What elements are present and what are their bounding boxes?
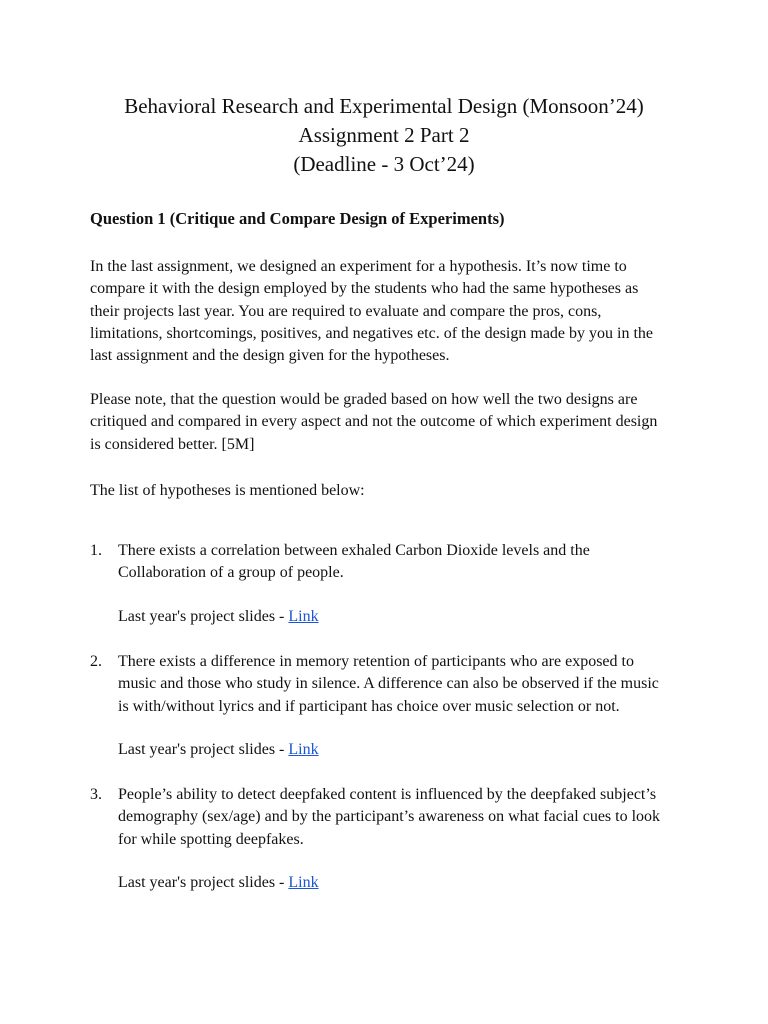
hypothesis-line: for while spotting deepfakes. [118, 830, 304, 848]
list-intro [90, 480, 680, 502]
slides-label: Last year's project slides - [118, 741, 289, 758]
course-title: Behavioral Research and Experimental Design (Monsoon’24) [124, 94, 644, 118]
hypothesis-text [118, 784, 688, 851]
hypothesis-line: is with/without lyrics and if participant has choice over music selection or not. [118, 697, 620, 715]
hypothesis-line: There exists a correlation between exhaled Carbon Dioxide levels and the [118, 542, 590, 559]
grading-note-paragraph [90, 389, 680, 456]
list-number: 1. [90, 542, 102, 559]
hypothesis-text [118, 651, 688, 718]
hypothesis-line: There exists a difference in memory retention of participants who are exposed to [118, 653, 634, 670]
slides-link[interactable]: Link [288, 608, 319, 625]
paragraph-line: is considered better. [5M] [90, 435, 255, 453]
hypothesis-line: music and those who study in silence. A difference can also be observed if the music [118, 675, 659, 693]
hypothesis-text [118, 540, 688, 585]
intro-paragraph [90, 256, 680, 367]
project-slides-line [118, 739, 319, 761]
slides-label: Last year's project slides - [118, 608, 289, 625]
hypothesis-line: demography (sex/age) and by the participant’s awareness on what facial cues to look [118, 808, 661, 826]
project-slides-line [118, 872, 319, 894]
slides-link[interactable]: Link [288, 741, 319, 758]
paragraph-line: last assignment and the design given for the hypotheses. [90, 347, 450, 365]
assignment-title: Assignment 2 Part 2 [298, 123, 470, 147]
slides-label: Last year's project slides - [118, 874, 289, 891]
hypothesis-line: People’s ability to detect deepfaked content is influenced by the deepfaked subject’s [118, 786, 657, 803]
hypothesis-line: Collaboration of a group of people. [118, 564, 344, 582]
paragraph-line: critiqued and compared in every aspect and not the outcome of which experiment design [90, 413, 658, 431]
paragraph-line: their projects last year. You are required to evaluate and compare the pros, cons, [90, 302, 602, 320]
paragraph-line: The list of hypotheses is mentioned below: [90, 482, 365, 499]
document-title-block [0, 92, 768, 179]
slides-link[interactable]: Link [288, 874, 319, 891]
paragraph-line: Please note, that the question would be graded based on how well the two designs are [90, 391, 638, 408]
paragraph-line: limitations, shortcomings, positives, and negatives etc. of the design made by you in the [90, 324, 654, 342]
project-slides-line [118, 606, 319, 628]
question-heading: Question 1 (Critique and Compare Design of Experiments) [90, 209, 505, 228]
deadline-text: (Deadline - 3 Oct’24) [293, 152, 475, 176]
list-number: 2. [90, 653, 102, 670]
paragraph-line: compare it with the design employed by the students who had the same hypotheses as [90, 280, 639, 298]
paragraph-line: In the last assignment, we designed an experiment for a hypothesis. It’s now time to [90, 258, 627, 275]
list-number: 3. [90, 786, 102, 803]
